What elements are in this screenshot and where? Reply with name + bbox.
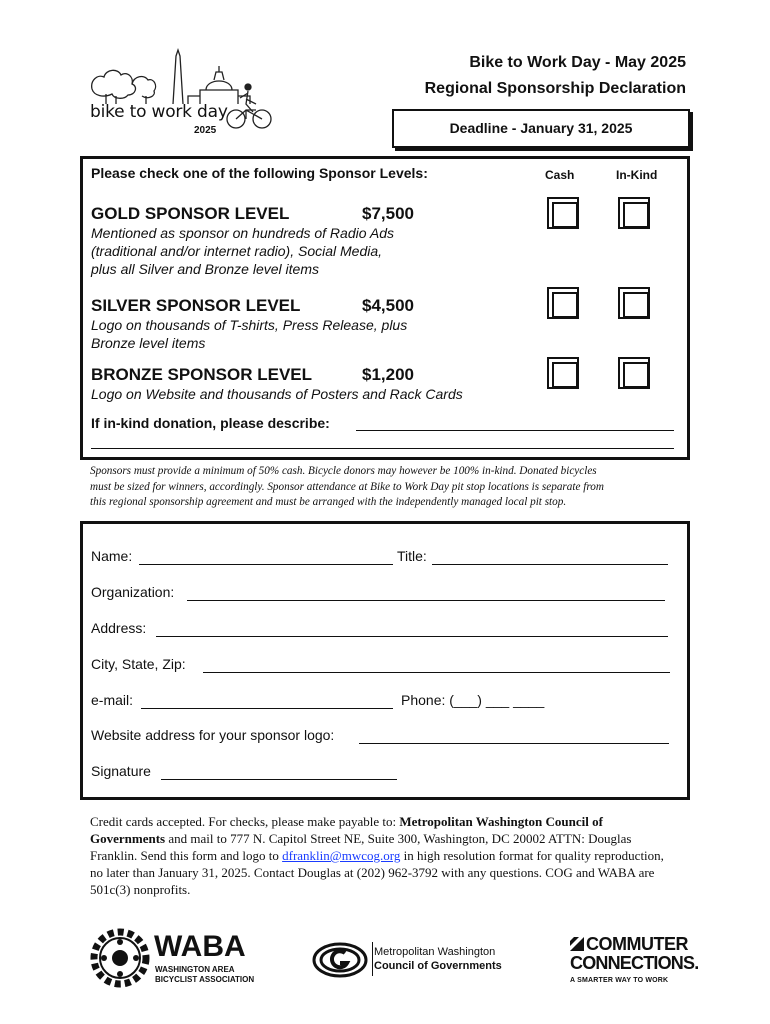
gold-level-desc: Mentioned as sponsor on hundreds of Radio Ads (traditional and/or internet radio), Social Media, plus all Silver and Bronze level items — [91, 225, 395, 277]
signature-label: Signature — [91, 763, 151, 779]
commuter-connections-logo — [570, 934, 699, 990]
inkind-description-field-2[interactable] — [91, 448, 674, 449]
silver-level-price: $4,500 — [362, 296, 414, 315]
waba-gear-icon — [90, 928, 150, 988]
inkind-column-header: In-Kind — [616, 168, 658, 182]
city-state-zip-label: City, State, Zip: — [91, 656, 186, 672]
title-field[interactable] — [432, 564, 668, 565]
commuter-connections-icon — [570, 937, 584, 951]
cog-emblem-icon — [312, 942, 368, 978]
signature-field[interactable] — [161, 779, 397, 780]
title-label: Title: — [397, 548, 427, 564]
levels-prompt: Please check one of the following Sponsor Levels: — [91, 165, 428, 181]
bronze-cash-checkbox[interactable] — [547, 357, 579, 389]
sponsor-levels-box — [80, 156, 690, 460]
bronze-inkind-checkbox[interactable] — [618, 357, 650, 389]
cc-line-1: COMMUTER — [586, 934, 688, 954]
email-label: e-mail: — [91, 692, 134, 708]
cog-logo — [312, 940, 512, 980]
logo-text: bike to work day — [90, 102, 228, 122]
cash-column-header: Cash — [545, 168, 575, 182]
logo-year: 2025 — [194, 125, 217, 136]
cog-line-1: Metropolitan Washington — [374, 946, 496, 958]
email-field[interactable] — [141, 708, 393, 709]
skyline-bike-icon — [88, 44, 288, 144]
payee-name: Metropolitan Washington Council of Governments — [90, 814, 603, 846]
silver-cash-checkbox[interactable] — [547, 287, 579, 319]
deadline-box — [392, 109, 690, 148]
gold-level-name: GOLD SPONSOR LEVEL — [91, 204, 290, 223]
address-label: Address: — [91, 620, 147, 636]
city-state-zip-field[interactable] — [203, 672, 670, 673]
waba-subtitle-2: BICYCLIST ASSOCIATION — [155, 975, 255, 984]
website-field[interactable] — [359, 743, 669, 744]
bronze-level-price: $1,200 — [362, 365, 414, 384]
cc-tagline: A SMARTER WAY TO WORK — [570, 977, 669, 984]
gold-level-price: $7,500 — [362, 204, 414, 223]
name-label: Name: — [91, 548, 133, 564]
payment-instructions: Credit cards accepted. For checks, please make payable to: Metropolitan Washington Council of Governments and mail to 777 N. Capitol Street NE, Suite 300, Washington, DC 20002 ATTN: Douglas Franklin. Send this form and logo to dfranklin@mwcog.org in high resolution format for quality reproduction, no later than January 31, 2025. Contact Douglas at (202) 962-3792 with any questions. COG and WABA are 501c(3) nonprofits. — [90, 814, 664, 897]
deadline-text: Deadline - January 31, 2025 — [449, 120, 633, 136]
bronze-level-name: BRONZE SPONSOR LEVEL — [91, 365, 313, 384]
organization-field[interactable] — [187, 600, 665, 601]
cog-line-2: Council of Governments — [374, 960, 502, 972]
organization-label: Organization: — [91, 584, 175, 600]
phone-field[interactable]: Phone: (___) ___ ____ — [401, 692, 545, 708]
waba-name: WABA — [154, 930, 246, 963]
page-title: Bike to Work Day - May 2025 — [469, 54, 686, 71]
sponsor-note: Sponsors must provide a minimum of 50% cash. Bicycle donors may however be 100% in-kind. Donated bicycles must be sized for winners, accordingly. Sponsor attendance at Bike to Work Day pit stop locations is separate from this regional sponsorship agreement and must be arranged with the independently managed local pit stop. — [90, 465, 604, 508]
gold-cash-checkbox[interactable] — [547, 197, 579, 229]
website-label: Website address for your sponsor logo: — [91, 727, 335, 743]
name-field[interactable] — [139, 564, 393, 565]
gold-inkind-checkbox[interactable] — [618, 197, 650, 229]
contact-email-link[interactable]: dfranklin@mwcog.org — [282, 848, 401, 863]
cog-divider — [372, 942, 373, 976]
address-field[interactable] — [156, 636, 668, 637]
silver-inkind-checkbox[interactable] — [618, 287, 650, 319]
silver-level-name: SILVER SPONSOR LEVEL — [91, 296, 301, 315]
contact-form-box — [80, 521, 690, 800]
page-subtitle: Regional Sponsorship Declaration — [424, 80, 686, 97]
waba-logo — [90, 928, 260, 988]
inkind-description-label: If in-kind donation, please describe: — [91, 415, 330, 431]
silver-level-desc: Logo on thousands of T-shirts, Press Release, plus Bronze level items — [91, 317, 408, 351]
waba-subtitle-1: WASHINGTON AREA — [155, 965, 235, 974]
cc-line-2: CONNECTIONS. — [570, 953, 699, 973]
bronze-level-desc: Logo on Website and thousands of Posters and Rack Cards — [91, 386, 463, 402]
bike-to-work-day-logo — [88, 44, 288, 144]
inkind-description-field[interactable] — [356, 430, 674, 431]
